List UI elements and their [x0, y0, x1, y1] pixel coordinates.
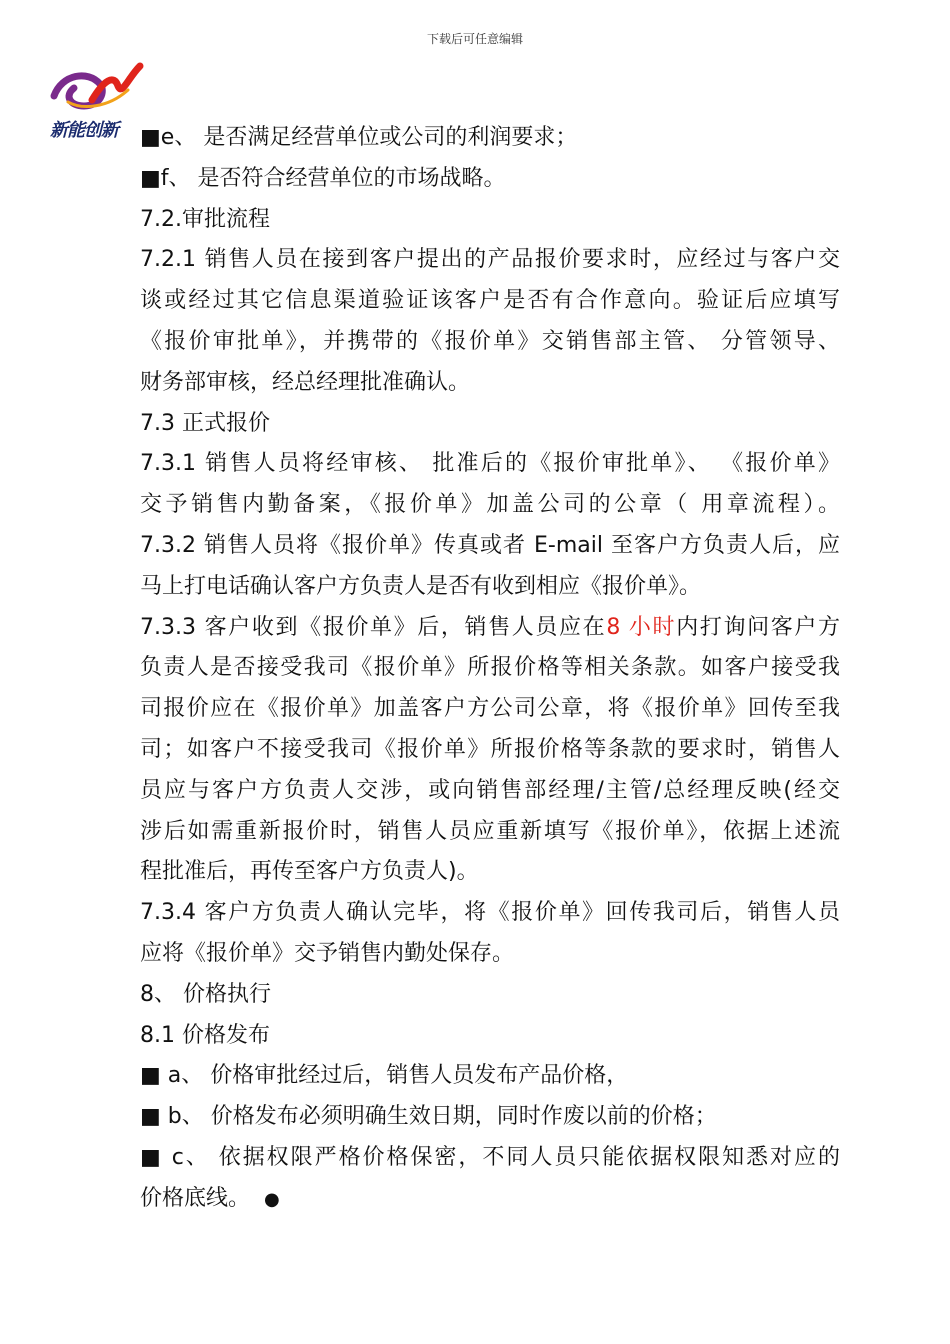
text-line: 员应与客户方负责人交涉，或向销售部经理/主管/总经理反映(经交: [140, 777, 840, 803]
text-line: 谈或经过其它信息渠道验证该客户是否有合作意向。验证后应填写: [140, 288, 840, 314]
highlighted-duration: 8 小时: [606, 614, 677, 640]
text-line: 应将《报价单》交予销售内勤处保存。: [140, 940, 515, 966]
text-line: [140, 608, 840, 649]
text-line: 8、 价格执行: [140, 981, 271, 1007]
text-line: 7.3.4 客户方负责人确认完毕，将《报价单》回传我司后，销售人员: [140, 900, 840, 926]
logo-text: 新能创新: [50, 120, 118, 141]
text-line: 交予销售内勤备案，《报价单》加盖公司的公章（ 用章流程）。: [140, 492, 840, 518]
document-body: [140, 118, 840, 1220]
text-line: 8.1 价格发布: [140, 1022, 270, 1048]
text-line: ■ b、 价格发布必须明确生效日期，同时作废以前的价格；: [140, 1104, 717, 1130]
line-text: 7.3.3 客户收到《报价单》后，销售人员应在: [140, 614, 607, 640]
text-line: 负责人是否接受我司《报价单》所报价格等相关条款。如客户接受我: [140, 655, 840, 681]
text-line: 财务部审核，经总经理批准确认。: [140, 369, 471, 395]
text-line: 《报价审批单》，并携带的《报价单》交销售部主管、 分管领导、: [140, 328, 840, 354]
line-text: 内打询问客户方: [676, 614, 840, 640]
text-line: ■f、 是否符合经营单位的市场战略。: [140, 165, 506, 191]
text-line: ■ a、 价格审批经过后，销售人员发布产品价格，: [140, 1063, 629, 1089]
text-line: 司报价应在《报价单》加盖客户方公司公章，将《报价单》回传至我: [140, 696, 840, 722]
text-line: 7.2.审批流程: [140, 206, 270, 232]
header-note: 下载后可任意编辑: [426, 32, 523, 46]
text-line: ■e、 是否满足经营单位或公司的利润要求；: [140, 125, 578, 150]
text-line: [140, 1179, 840, 1220]
text-line: 马上打电话确认客户方负责人是否有收到相应《报价单》。: [140, 573, 702, 599]
text-line: 司；如客户不接受我司《报价单》所报价格等条款的要求时，销售人: [140, 736, 840, 762]
text-line: 程批准后，再传至客户方负责人)。: [140, 859, 479, 885]
logo-swoosh-icon: [48, 60, 144, 120]
text-line: 7.2.1 销售人员在接到客户提出的产品报价要求时，应经过与客户交: [140, 247, 840, 273]
line-text: 价格底线。: [140, 1185, 251, 1211]
company-logo: [48, 60, 144, 140]
text-line: 涉后如需重新报价时，销售人员应重新填写《报价单》，依据上述流: [140, 818, 840, 844]
bullet-dot-icon: ●: [264, 1188, 280, 1210]
text-line: ■ c、 依据权限严格价格保密，不同人员只能依据权限知悉对应的: [140, 1144, 840, 1170]
text-line: 7.3 正式报价: [140, 410, 270, 436]
text-line: 7.3.2 销售人员将《报价单》传真或者 E-mail 至客户方负责人后，应: [140, 532, 840, 558]
text-line: 7.3.1 销售人员将经审核、 批准后的《报价审批单》、 《报价单》: [140, 451, 840, 477]
